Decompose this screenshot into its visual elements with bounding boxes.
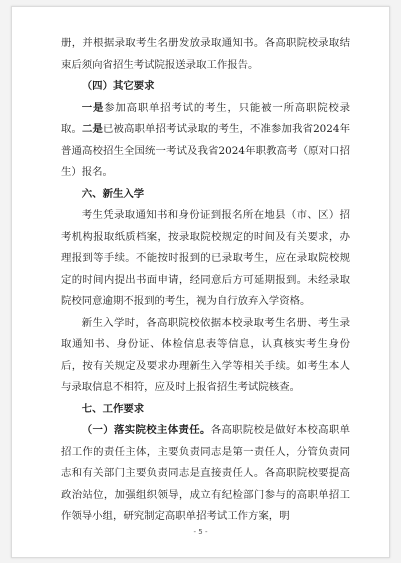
- paragraph-other-requirements: [61, 98, 350, 184]
- text-responsibility: 各高职院校是做好本校高职单招工作的责任主体，主要负责同志是第一责任人，分管负责同志和有关部门主要负责同志是直接责任人。各高职院校要提高政治站位，加强组织领导，成立有纪检部门参与的高职单招工作领导小组，研究制定高职单招考试工作方案，明: [61, 424, 350, 522]
- section-new-students-title: 六、新生入学: [81, 187, 145, 200]
- paragraph-responsibility: [61, 420, 350, 528]
- text-one: 参加高职单招考试的考生，只能被一所高职院校录取。: [61, 101, 351, 135]
- paragraph-registration: 考生凭录取通知书和身份证到报名所在地县（市、区）招考机构报取纸质档案，按录取院校规定的时间及有关要求，办理报到等手续。不能按时报到的已录取考生，应在录取院校规定的时间内提出书面申请，经同意后方可延期报到。未经录取院校同意逾期不报到的考生，视为自行放弃入学资格。: [61, 209, 350, 307]
- paragraph-verification: 新生入学时，各高职院校依据本校录取考生名册、考生录取通知书、身份证、体检信息表等信息，认真核实考生身份后，按有关规定及要求办理新生入学等相关手续。如考生本人与录取信息不相符，应及时上报省招生考试院核查。: [61, 316, 350, 393]
- document-body: [61, 33, 350, 528]
- lead-two: 二是: [82, 123, 104, 135]
- lead-responsibility: （一）落实院校主体责任。: [81, 424, 211, 436]
- document-page: [11, 6, 390, 558]
- lead-one: 一是: [81, 101, 105, 114]
- section-other-requirements-title: （四）其它要求: [81, 80, 155, 92]
- paragraph-enrollment-report: 册，并根据录取考生名册发放录取通知书。各高职院校录取结束后须向省招生考试院报送录取工作报告。: [61, 37, 350, 71]
- section-work-requirements-title: 七、工作要求: [81, 402, 145, 415]
- page-number: - 5 -: [193, 528, 208, 536]
- text-two: 已被高职单招考试录取的考生，不准参加我省2024年普通高校招生全国统一考试及我省2024年职教高考（原对口招生）报名。: [61, 123, 351, 178]
